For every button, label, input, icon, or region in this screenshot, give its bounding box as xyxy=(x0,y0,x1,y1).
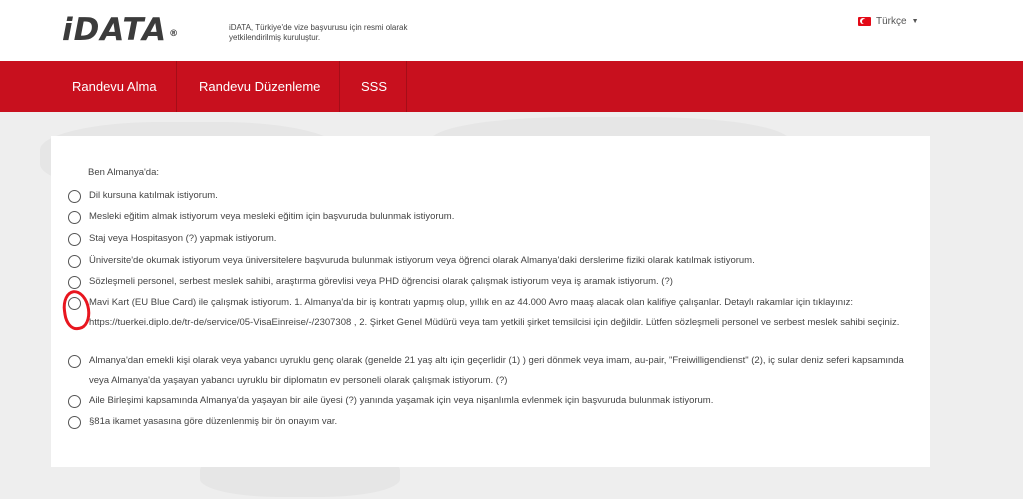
option-label: Almanya'dan emekli kişi olarak veya yabancı uyruklu genç olarak (genelde 21 yaş altı için geçerlidir (1) ) geri dönmek veya imam, au-pair, "Freiwilligendienst" (2), iç sular deniz seferi kapsamında veya Almanya'da yaşayan yabancı uyruklu bir diplomatın ev personeli olarak çalışmak istiyorum. (?) xyxy=(89,355,904,386)
nav-sss[interactable]: SSS xyxy=(342,61,407,112)
header-tagline: iDATA, Türkiye'de vize başvurusu için resmi olarak yetkilendirilmiş kuruluştur. xyxy=(229,23,408,42)
option-language-course[interactable] xyxy=(68,190,918,206)
main-nav xyxy=(0,61,1023,112)
option-return-or-special-work[interactable] xyxy=(68,355,918,391)
option-label: Dil kursuna katılmak istiyorum. xyxy=(89,190,218,201)
option-label: Sözleşmeli personel, serbest meslek sahibi, araştırma görevlisi veya PHD öğrencisi olarak çalışmak istiyorum veya iş aramak istiyorum. (?) xyxy=(89,276,673,287)
radio-button[interactable] xyxy=(68,395,81,408)
option-label: Aile Birleşimi kapsamında Almanya'da yaşayan bir aile üyesi (?) yanında yaşamak için veya nişanlımla evlenmek için başvuruda bulunmak istiyorum. xyxy=(89,395,714,406)
caret-down-icon: ▼ xyxy=(911,18,919,25)
option-vocational-training[interactable] xyxy=(68,211,918,227)
language-selector[interactable] xyxy=(858,16,919,27)
option-label: Mesleki eğitim almak istiyorum veya mesleki eğitim için başvuruda bulunmak istiyorum. xyxy=(89,211,455,222)
radio-button[interactable] xyxy=(68,233,81,246)
nav-randevu-duzenleme[interactable]: Randevu Düzenleme xyxy=(180,61,340,112)
option-preapproval-81a[interactable] xyxy=(68,416,918,432)
option-internship[interactable] xyxy=(68,233,918,249)
option-employment[interactable] xyxy=(68,276,918,292)
radio-button[interactable] xyxy=(68,355,81,368)
option-family-reunion[interactable] xyxy=(68,395,918,411)
radio-button[interactable] xyxy=(68,211,81,224)
radio-button[interactable] xyxy=(68,255,81,268)
form-intro: Ben Almanya'da: xyxy=(88,167,159,178)
turkey-flag-icon xyxy=(858,17,871,26)
option-label: Staj veya Hospitasyon (?) yapmak istiyorum. xyxy=(89,233,277,244)
registered-mark: ® xyxy=(169,29,180,39)
radio-button[interactable] xyxy=(68,190,81,203)
option-label: Üniversite'de okumak istiyorum veya üniversitelere başvuruda bulunmak istiyorum veya öğrenci olarak Almanya'daki derslerime fiziki olarak katılmak istiyorum. xyxy=(89,255,755,266)
idata-logo[interactable]: iDATA ® xyxy=(62,12,180,48)
option-university[interactable] xyxy=(68,255,918,271)
header xyxy=(0,0,1023,61)
radio-button[interactable] xyxy=(68,416,81,429)
radio-button[interactable] xyxy=(68,276,81,289)
option-label: Mavi Kart (EU Blue Card) ile çalışmak istiyorum. 1. Almanya'da bir iş kontratı yapmış olup, yıllık en az 44.000 Avro maaş alacak olan kalifiye çalışanlar. Detaylı rakamlar için tıklayınız: https://tuerkei.diplo.de/tr-de/service/05-VisaEinreise/-/2307308 , 2. Şirket Genel Müdürü veya tam yetkili şirket temsilcisi için değildir. Lütfen sözleşmeli personel ve serbest meslek sahibi seçiniz. xyxy=(89,297,900,328)
visa-purpose-form xyxy=(51,136,930,467)
nav-randevu-alma[interactable]: Randevu Alma xyxy=(53,61,177,112)
language-label: Türkçe xyxy=(876,16,907,27)
option-blue-card[interactable] xyxy=(68,297,918,333)
option-label: §81a ikamet yasasına göre düzenlenmiş bir ön onayım var. xyxy=(89,416,338,427)
